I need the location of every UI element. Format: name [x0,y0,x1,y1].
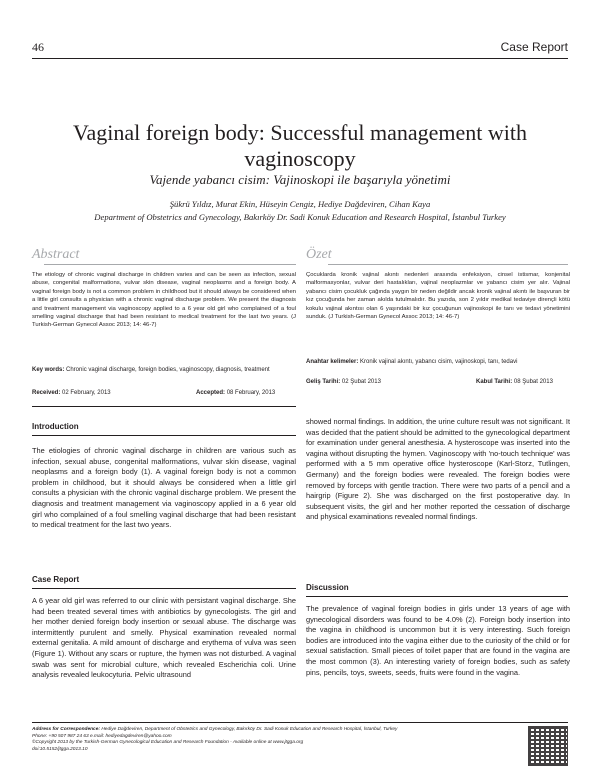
case-report-text: A 6 year old girl was referred to our clinic with persistant vaginal discharge. She had been treated several times with antibiotics by gynecologists. The girl and her mother denied foreign body insertion or sexual abuse. The discharge was intermittently purulent and smelly. Physical examination revealed normal external genitalia. A mild amount of discharge and erythema of vulva was seen (Figure 1). Without any scars or rupture, the hymen was not disturbed. A vaginal swab was sent for microbial culture, which revealed Escherichia coli. Urine analysis revealed leukocyturia. Pelvic ultrasound [32,596,296,680]
abstract-accepted [196,390,275,396]
accepted-date: 08 February, 2013 [226,390,276,396]
abstract-received [32,390,111,396]
section-label: Case Report [500,40,568,54]
ozet-text: Çocuklarda kronik vajinal akıntı nedenleri arasında enfeksiyon, cinsel istismar, konjenital malformasyonlar, vulvar deri hastalıkları, vajinal neoplazmlar ve yabancı cisim yer alır. Vajinal yabancı cisim çocukluk çağında yaygın bir neden değildir ancak kronik vajinal akıntı ile başvuran bir kız çocuğunda her zaman akılda tutulmalıdır. Bu yazıda, son 2 yıldır medikal tedaviye dirençli kötü kokulu vajinal akıntısı olan 6 yaşındaki bir kız çocuğunun vajinoskopi ile tanı ve tedavi yönetimini sunduk. (J Turkish-German Gynecol Assoc 2013; 14: 46-7) [306,272,570,321]
author-list: Şükrü Yıldız, Murat Ekin, Hüseyin Cengiz, Hediye Dağdeviren, Cihan Kaya [169,199,431,209]
abstract-bottom-rule [32,406,296,407]
correspondence-label: Address for Correspondence: [32,727,100,732]
kabul-date: 08 Şubat 2013 [513,379,553,385]
gelis-label: Geliş Tarihi: [306,379,341,385]
abstract-text: The etiology of chronic vaginal discharge in children varies and can be seen as infection, sexual abuse, congenital malformations, vulvar skin disease, vaginal neoplasms and a foreign body. A vaginal foreign body is not a common problem in childhood but it should always be considered when a little girl consults a physician with a chronic vaginal discharge problem. We present the diagnosis and treatment management via vaginoscopy applied to a 6 year old girl who complained of a foul smelling vaginal discharge that had been resistant to medical treatment for the last two years. (J Turkish-German Gynecol Assoc 2013; 14: 46-7) [32,272,296,329]
phone-email: Phone: +90 507 987 24 63 e.mail: hediyedagdeviren@yahoo.com [32,733,172,739]
article-title: Vaginal foreign body: Successful management with vaginoscopy [73,120,527,171]
copyright: ©Copyright 2013 by the Turkish-German Gynecological Education and Research Foundation - Available online at www.jtgga.org [32,740,304,746]
ozet-received [306,379,381,385]
accepted-label: Accepted: [196,390,226,396]
abstract-rule [44,264,296,265]
qr-code-icon [528,726,568,766]
case-report-heading: Case Report [32,575,80,584]
abstract-keywords [32,366,296,374]
header-rule [32,58,568,59]
right-column-text: showed normal findings. In addition, the urine culture result was not significant. It was decided that the patient should be admitted to the gynecological department for examination under general anesthesia. A hysteroscope was inserted into the vagina without disrupting the hymen. Vaginoscopy with 'no-touch technique' was performed with a 5 mm operative office hysteroscope (Karl-Storz, Tutlingen, Germany) and the foreign bodies were revealed. The foreign bodies were removed by forceps with gentle traction. There were two parts of a pencil and a hairgrip (Figure 2). She was discharged on the first postoperative day. In subsequent visits, the girl and her mother reported the cessation of discharge and physical examinations revealed normal findings. [306,417,570,522]
ozet-heading: Özet [306,247,332,262]
ozet-keywords [306,358,570,366]
anahtar-label: Anahtar kelimeler: [306,359,359,365]
introduction-heading: Introduction [32,422,79,431]
received-date: 02 February, 2013 [62,390,111,396]
affiliation: Department of Obstetrics and Gynecology, Bakırköy Dr. Sadi Konuk Education and Research Hospital, İstanbul Turkey [94,212,506,222]
introduction-text: The etiologies of chronic vaginal discharge in children are various such as infection, sexual abuse, congenital malformations, vulvar skin disease, vaginal neoplasms and a foreign body (1). A vaginal foreign body is not a common problem in childhood, but it should always be considered when a little girl consults a physician with the chronic vaginal discharge problem. We present the diagnosis and treatment management via vaginoscopy applied in a 6 year old girl who complained of a foul smelling vaginal discharge that had been resistant to medical treatment for the last two years. [32,446,296,530]
keywords-value: Chronic vaginal discharge, foreign bodies, vaginoscopy, diagnosis, treatment [66,367,270,373]
discussion-text: The prevalence of vaginal foreign bodies in girls under 13 years of age with gynecological disorders was found to be 4.0% (2). Foreign body insertion into the vagina in childhood is uncommon but it is very interesting. Such foreign bodies are introduced into the vagina either due to the curiosity of the child or for sexual satisfaction. Small pieces of toilet paper that are found in the vagina are the most common (3). An interesting variety of foreign bodies, such as safety pins, pencils, toys, sweets, seeds, fruits were found in the vagina. [306,604,570,677]
ozet-accepted [476,379,553,385]
keywords-label: Key words: [32,367,65,373]
introduction-rule [32,435,296,436]
abstract-heading: Abstract [32,247,80,262]
correspondence-text: Hediye Dağdeviren, Department of Obstetrics and Gynecology, Bakırköy Dr. Sadi Konuk Education and Research Hospital, İstanbul, Turkey [101,727,398,732]
ozet-rule [328,264,568,265]
footer-rule [32,722,568,723]
anahtar-value: Kronik vajinal akıntı, yabancı cisim, vajinoskopi, tanı, tedavi [360,359,518,365]
discussion-heading: Discussion [306,583,349,592]
gelis-date: 02 Şubat 2013 [341,379,381,385]
kabul-label: Kabul Tarihi: [476,379,513,385]
received-label: Received: [32,390,61,396]
correspondence-line [32,727,552,734]
discussion-rule [306,596,568,597]
footer [32,727,552,753]
article-subtitle: Vajende yabancı cisim: Vajinoskopi ile başarıyla yönetimi [149,172,451,187]
page-number: 46 [32,40,44,54]
doi: doi:10.5152/jtgga.2013.10 [32,746,88,752]
case-report-rule [32,588,296,589]
